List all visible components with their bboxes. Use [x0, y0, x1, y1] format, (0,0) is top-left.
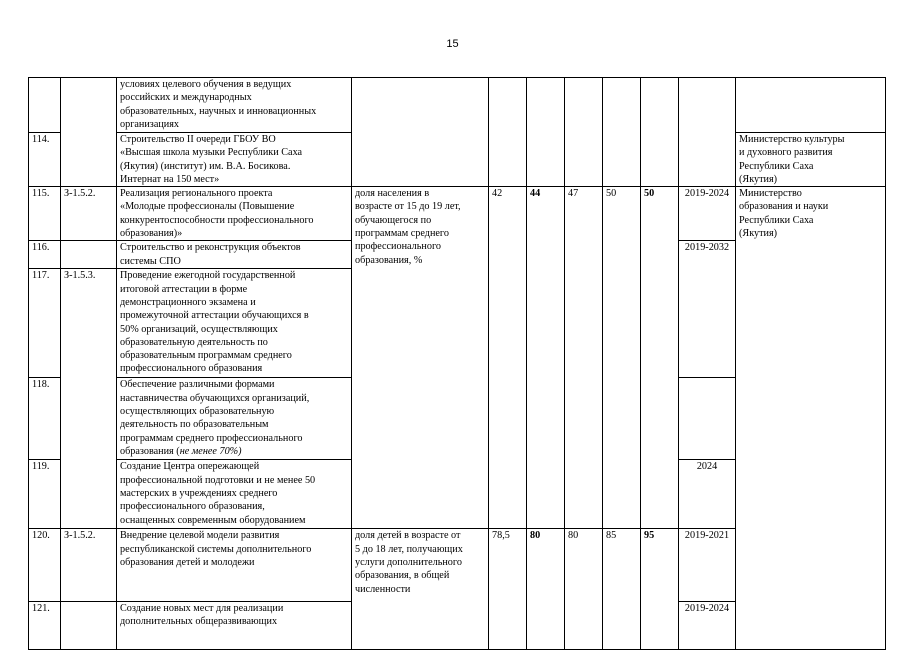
value-cell: 85: [603, 529, 641, 650]
value-cell: 44: [527, 187, 565, 529]
period-cell: 2019-2024: [679, 601, 736, 649]
value-cell: 78,5: [489, 529, 527, 650]
period-cell: 2019-2024: [679, 187, 736, 241]
measure-cell: Проведение ежегодной государственной итоговой аттестации в форме демонстрационного экзамена и промежуточной аттестации обучающихся в 50% организаций, осуществляющих образовательную деятельность по образовательным программам среднего профессионального образования: [117, 269, 352, 378]
measure-cell: Создание новых мест для реализации дополнительных общеразвивающих: [117, 601, 352, 649]
row-number-cell: [29, 78, 61, 133]
measure-cell: условиях целевого обучения в ведущих российских и международных образовательных, научных и инновационных организациях: [117, 78, 352, 133]
row-number-cell: 116.: [29, 241, 61, 269]
code-cell: З-1.5.3.: [61, 269, 117, 529]
value-cell: 80: [527, 529, 565, 650]
value-cell: 50: [641, 187, 679, 529]
measure-cell: Реализация регионального проекта «Молодые профессионалы (Повышение конкурентоспособности профессионального образования)»: [117, 187, 352, 241]
code-cell: З-1.5.2.: [61, 529, 117, 601]
row-number-cell: 120.: [29, 529, 61, 601]
code-cell: [61, 78, 117, 187]
table-row: [29, 78, 886, 133]
value-cell: 80: [565, 529, 603, 650]
value-cell: 42: [489, 187, 527, 529]
indicator-cell: доля населения в возрасте от 15 до 19 лет, обучающегося по программам среднего профессионального образования, %: [352, 187, 489, 529]
table-row: [29, 187, 886, 241]
page-number: 15: [446, 38, 459, 50]
value-cell: 47: [565, 187, 603, 529]
measure-italic-text: не менее 70%): [179, 445, 242, 457]
row-number-cell: 115.: [29, 187, 61, 241]
measure-cell: Строительство и реконструкция объектов системы СПО: [117, 241, 352, 269]
period-cell: [679, 78, 736, 187]
measure-cell: Строительство II очереди ГБОУ ВО «Высшая школа музыки Республики Саха (Якутия) (институт) им. В.А. Босикова. Интернат на 150 мест»: [117, 133, 352, 187]
value-cell: [527, 78, 565, 187]
code-cell: З-1.5.2.: [61, 187, 117, 241]
measure-cell: Создание Центра опережающей профессиональной подготовки и не менее 50 мастерских в учреждениях среднего профессионального образования, оснащенных современным оборудованием: [117, 460, 352, 529]
responsible-cell: Министерство культуры и духовного развития Республики Саха (Якутия): [736, 133, 886, 187]
measure-cell: [117, 378, 352, 460]
indicator-cell: [352, 78, 489, 187]
value-cell: 50: [603, 187, 641, 529]
value-cell: [603, 78, 641, 187]
measure-cell: Внедрение целевой модели развития республиканской системы дополнительного образования детей и молодежи: [117, 529, 352, 601]
period-cell: 2024: [679, 460, 736, 529]
value-cell: [565, 78, 603, 187]
responsible-cell: Министерство образования и науки Республики Саха (Якутия): [736, 187, 886, 650]
period-cell: 2019-2021: [679, 529, 736, 601]
responsible-cell: [736, 78, 886, 133]
code-cell: [61, 601, 117, 649]
row-number-cell: 114.: [29, 133, 61, 187]
period-cell: 2019-2032: [679, 241, 736, 378]
code-cell: [61, 241, 117, 269]
row-number-cell: 121.: [29, 601, 61, 649]
value-cell: 95: [641, 529, 679, 650]
indicator-cell: доля детей в возрасте от 5 до 18 лет, получающих услуги дополнительного образования, в общей численности: [352, 529, 489, 650]
value-cell: [641, 78, 679, 187]
measure-text: Обеспечение различными формами наставничества обучающихся организаций, осуществляющих образовательную деятельность по образовательным программам среднего профессионального образования (: [120, 379, 310, 457]
program-measures-table: [28, 77, 886, 650]
row-number-cell: 117.: [29, 269, 61, 378]
row-number-cell: 118.: [29, 378, 61, 460]
row-number-cell: 119.: [29, 460, 61, 529]
value-cell: [489, 78, 527, 187]
